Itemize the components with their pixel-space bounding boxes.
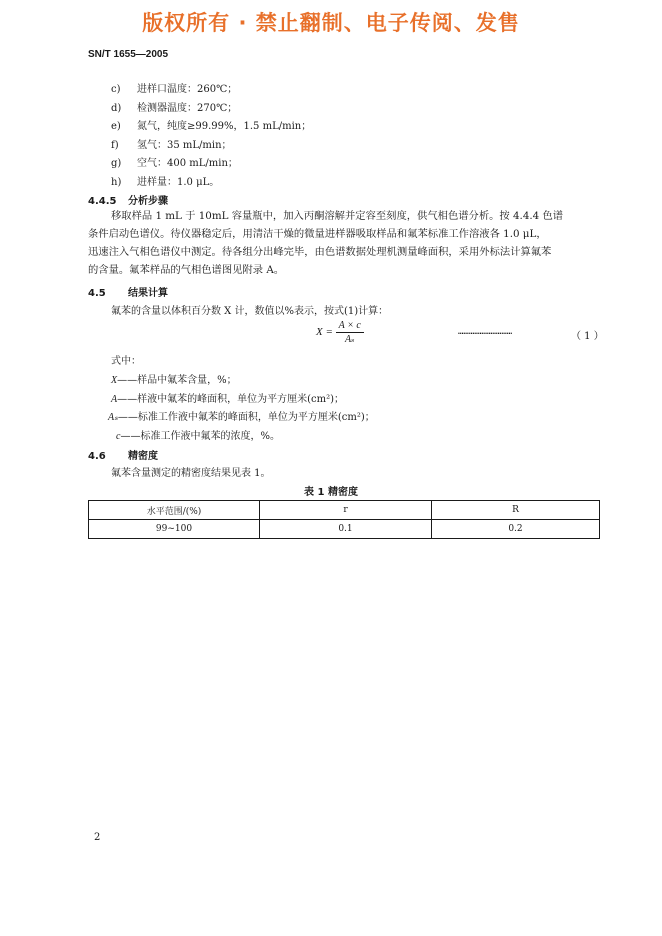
table-header-cell: r (260, 501, 432, 520)
condition-marker: f) (111, 140, 119, 151)
formula-leader-dots: ………………………… (458, 327, 513, 337)
section-heading-4-5 (88, 284, 168, 299)
condition-text: 进样口温度：260℃； (137, 84, 238, 95)
standard-code: SN/T 1655—2005 (88, 49, 169, 60)
formula-denominator: Aₛ (344, 334, 355, 345)
symbol: A (111, 394, 118, 405)
copyright-banner: 版权所有 · 禁止翻制、电子传阅、发售 (142, 11, 520, 35)
symbol-definition (116, 427, 280, 442)
section-number: 4.5 (88, 288, 106, 299)
table-cell: 0.2 (432, 520, 600, 539)
condition-item (111, 99, 237, 114)
where-label: 式中： (111, 356, 141, 367)
symbol: X (111, 375, 118, 386)
condition-marker: e) (111, 121, 121, 132)
symbol-definition (111, 390, 344, 405)
condition-text: 进样量：1.0 μL。 (137, 177, 220, 188)
section-title: 分析步骤 (128, 196, 168, 207)
condition-item (111, 154, 238, 169)
symbol-definition (111, 371, 237, 386)
definition-text: ——标准工作液中氟苯的峰面积，单位为平方厘米(cm²)； (117, 412, 375, 423)
symbol: Aₛ (108, 412, 118, 423)
paragraph-line: 条件启动色谱仪。待仪器稳定后，用清洁干燥的微量进样器吸取样品和氟苯标准工作溶液各 1.0 μL， (88, 228, 547, 240)
condition-item (111, 117, 311, 132)
table-cell: 0.1 (260, 520, 432, 539)
section-number: 4.4.5 (88, 196, 117, 207)
table-header-cell: R (432, 501, 600, 520)
table-title: 表 1 精密度 (304, 487, 358, 498)
formula-fraction (336, 320, 364, 345)
condition-item (111, 136, 232, 151)
formula-numerator: A × c (336, 320, 364, 333)
section-heading-4-6 (88, 447, 158, 462)
definition-text: ——标准工作液中氟苯的浓度，%。 (120, 431, 280, 442)
condition-text: 空气：400 mL/min； (137, 158, 238, 169)
table-cell: 99~100 (89, 520, 260, 539)
definition-text: ——样液中氟苯的峰面积，单位为平方厘米(cm²)； (117, 394, 345, 405)
definition-text: ——样品中氟苯含量，%； (117, 375, 237, 386)
precision-intro: 氟苯含量测定的精密度结果见表 1。 (111, 468, 271, 479)
page-number: 2 (94, 832, 101, 843)
precision-table (88, 500, 600, 539)
condition-marker: d) (111, 103, 122, 114)
symbol: c (116, 431, 121, 442)
condition-marker: c) (111, 84, 121, 95)
paragraph-line: 的含量。氟苯样品的气相色谱图见附录 A。 (88, 264, 285, 276)
table-header-row (89, 501, 600, 520)
condition-text: 氢气：35 mL/min； (137, 140, 232, 151)
equation-number: （ 1 ） (571, 331, 604, 342)
table-header-cell: 水平范围/(%) (89, 501, 260, 520)
section-title: 精密度 (128, 451, 158, 462)
condition-marker: h) (111, 177, 122, 188)
formula (316, 320, 364, 345)
table-row (89, 520, 600, 539)
paragraph-line: 移取样品 1 mL 于 10mL 容量瓶中，加入丙酮溶解并定容至刻度，供气相色谱分析。按 4.4.4 色谱 (111, 210, 564, 222)
section-title: 结果计算 (128, 288, 168, 299)
condition-text: 氮气，纯度≥99.99%，1.5 mL/min； (137, 121, 312, 132)
symbol-definition (108, 408, 375, 423)
condition-marker: g) (111, 158, 122, 169)
condition-item (111, 173, 219, 188)
condition-item (111, 80, 237, 95)
section-number: 4.6 (88, 451, 106, 462)
formula-lhs: X = (316, 326, 333, 339)
condition-text: 检测器温度：270℃； (137, 103, 238, 114)
section-heading-4-4-5 (88, 192, 168, 207)
paragraph-line: 迅速注入气相色谱仪中测定。待各组分出峰完毕，由色谱数据处理机测量峰面积，采用外标法计算氟苯 (88, 246, 552, 258)
calculation-intro: 氟苯的含量以体积百分数 X 计，数值以%表示，按式(1)计算： (111, 306, 389, 317)
